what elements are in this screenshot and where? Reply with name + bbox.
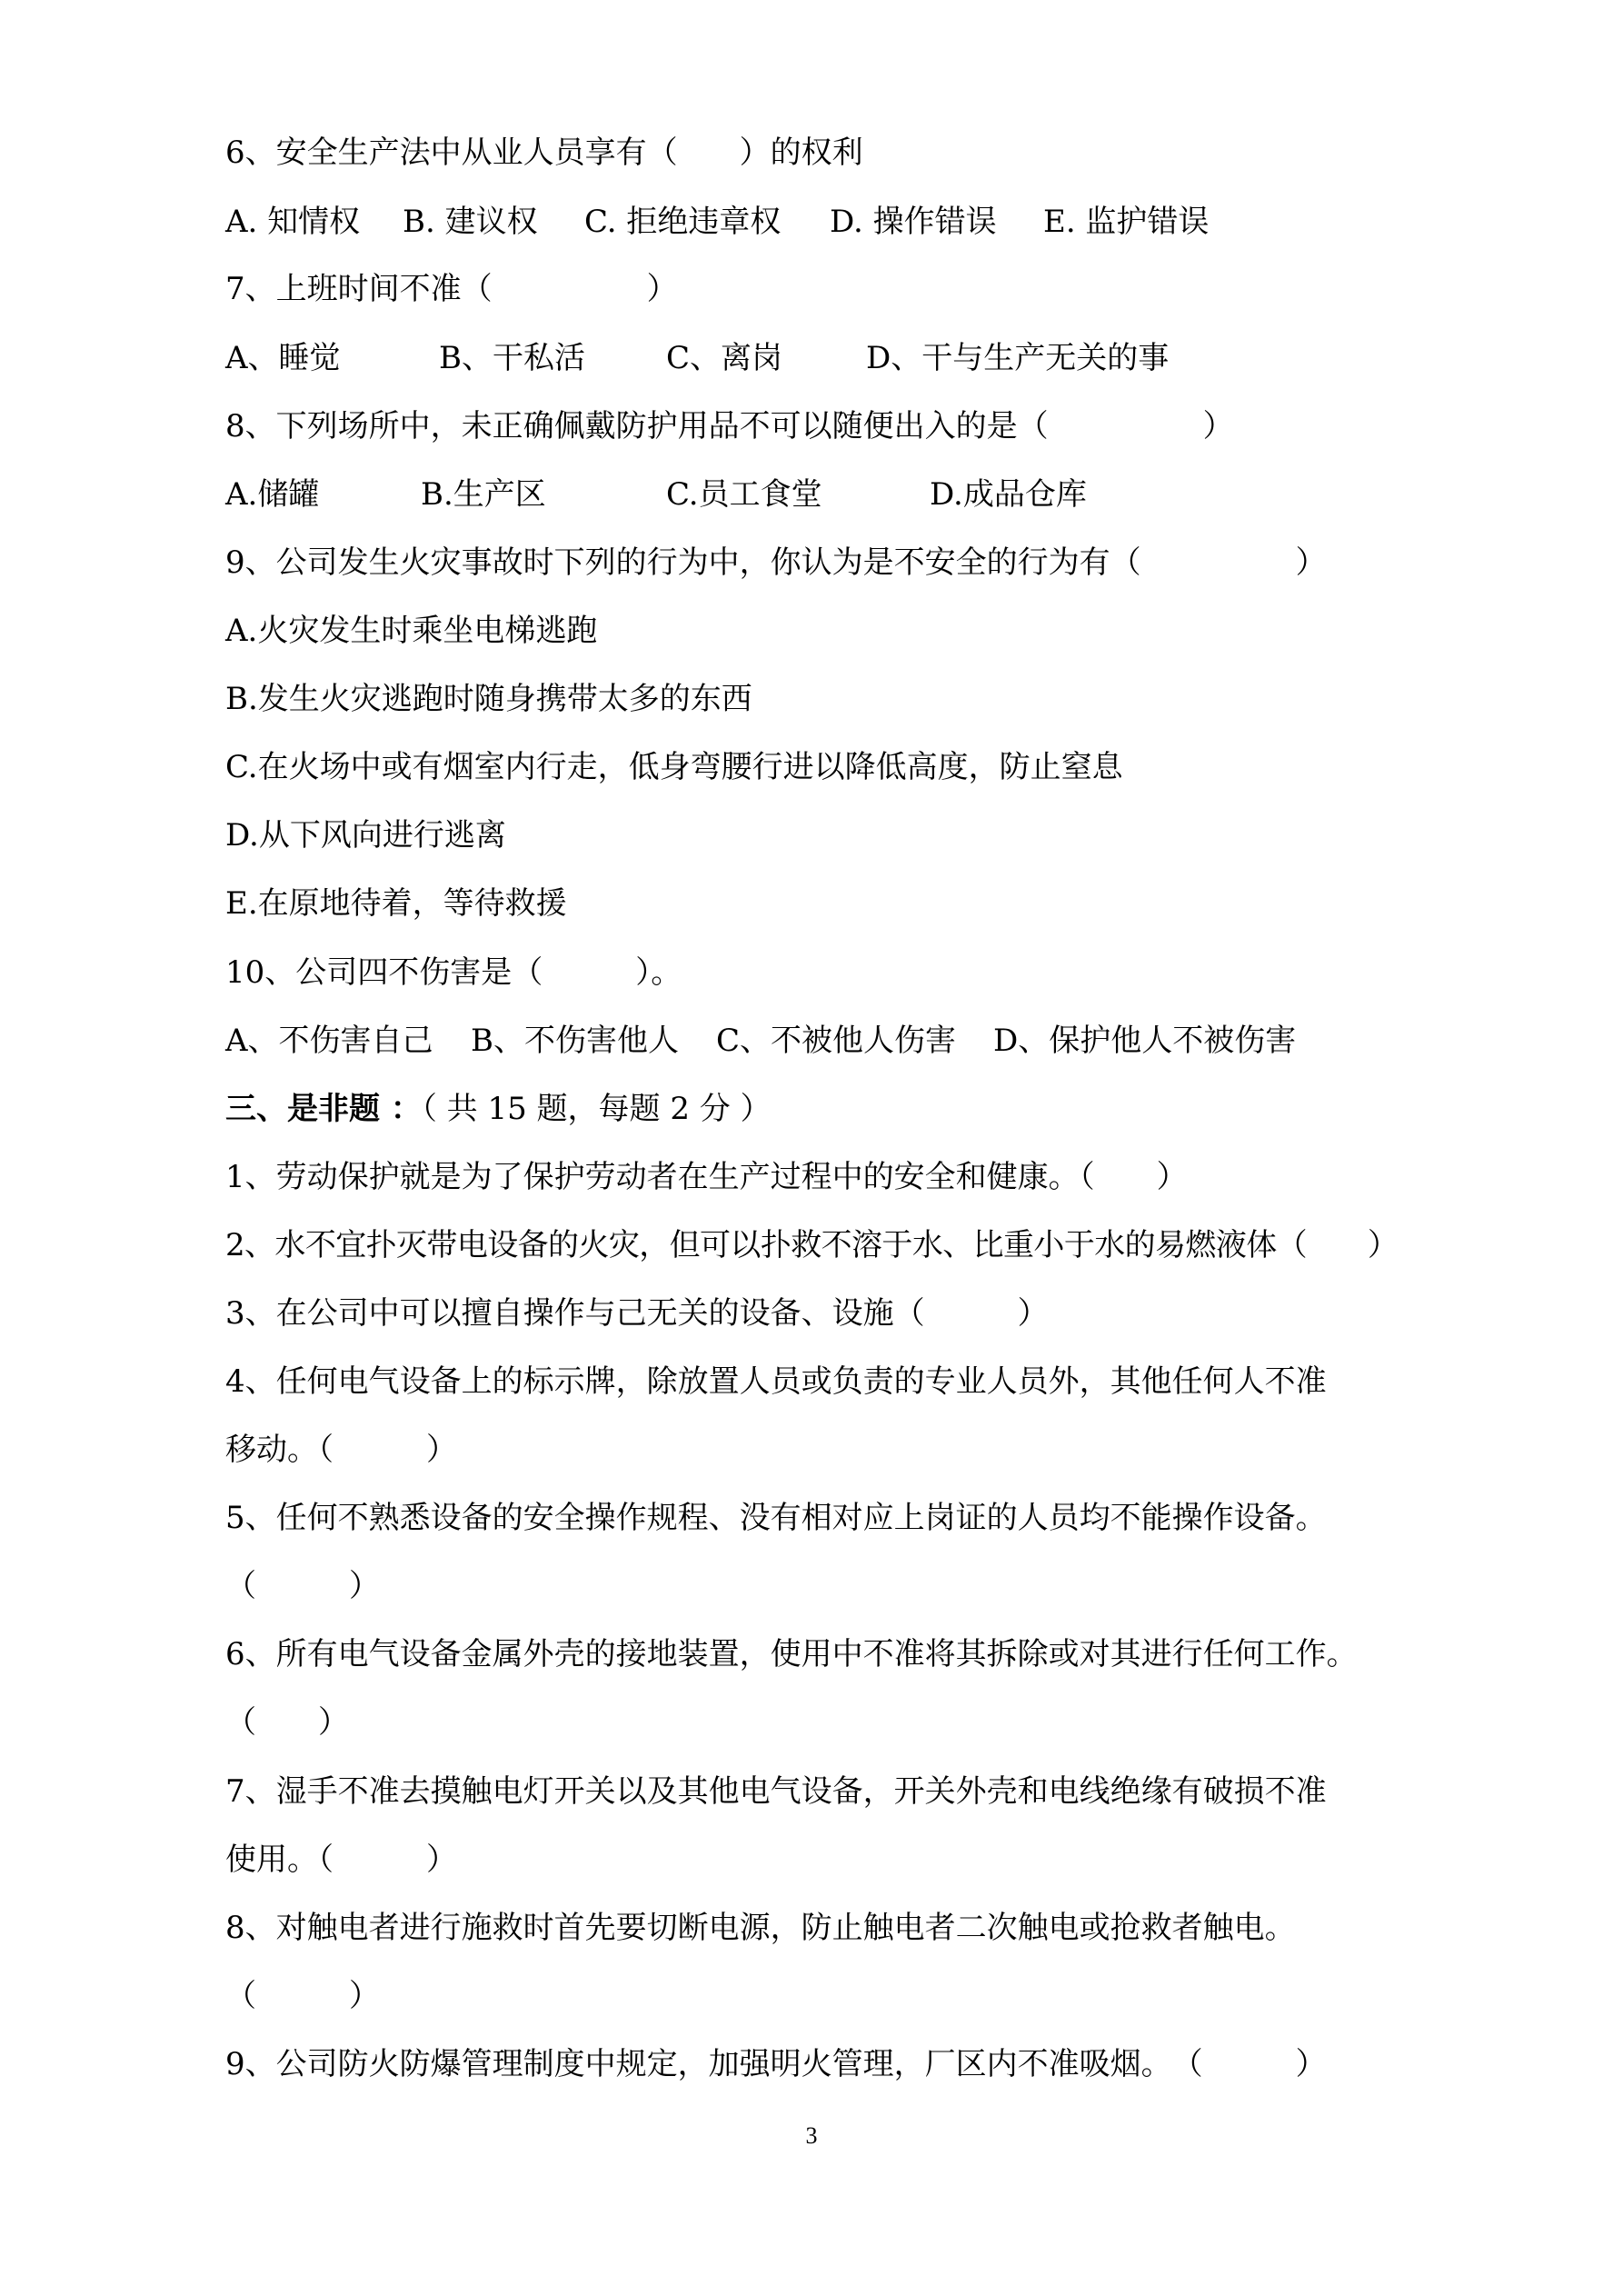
tf-question-4-line-1: 4、任何电气设备上的标示牌，除放置人员或负责的专业人员外，其他任何人不准 [225,1363,1327,1400]
question-9-option-a: A.火灾发生时乘坐电梯逃跑 [225,613,598,649]
tf-question-8-line-2: （ ） [225,1978,380,2014]
option: B.生产区 [421,476,546,513]
question-7: 7、上班时间不准（ ） [225,271,678,307]
question-6-options [225,204,1209,240]
tf-question-3: 3、在公司中可以擅自操作与己无关的设备、设施（ ） [225,1295,1049,1332]
question-6: 6、安全生产法中从业人员享有（ ）的权利 [225,135,863,171]
tf-question-8-line-1: 8、对触电者进行施救时首先要切断电源，防止触电者二次触电或抢救者触电。 [225,1910,1296,1946]
option: A、睡觉 [225,340,341,376]
option: D.成品仓库 [930,476,1087,513]
option: A、不伤害自己 [225,1023,433,1059]
option: D. 操作错误 [830,204,997,240]
tf-question-5-line-1: 5、任何不熟悉设备的安全操作规程、没有相对应上岗证的人员均不能操作设备。 [225,1500,1327,1536]
question-10-options [225,1023,1296,1059]
tf-question-5-line-2: （ ） [225,1568,380,1604]
option: C.员工食堂 [666,476,822,513]
question-9-option-d: D.从下风向进行逃离 [225,817,506,854]
question-8-options [225,476,1087,513]
option: D、保护他人不被伤害 [993,1023,1297,1059]
option: A. 知情权 [225,204,361,240]
question-9-option-c: C.在火场中或有烟室内行走，低身弯腰行进以降低高度，防止窒息 [225,749,1123,785]
option: B. 建议权 [403,204,538,240]
question-10: 10、公司四不伤害是（ ）。 [225,954,682,991]
tf-question-1: 1、劳动保护就是为了保护劳动者在生产过程中的安全和健康。（ ） [225,1159,1188,1195]
question-8: 8、下列场所中，未正确佩戴防护用品不可以随便出入的是（ ） [225,408,1234,444]
tf-question-9: 9、公司防火防爆管理制度中规定，加强明火管理，厂区内不准吸烟。 （ ） [225,2046,1327,2082]
section-3-heading [225,1091,772,1127]
page-number: 3 [805,2122,818,2149]
option: D、干与生产无关的事 [866,340,1170,376]
tf-question-6-line-1: 6、所有电气设备金属外壳的接地装置，使用中不准将其拆除或对其进行任何工作。 [225,1636,1358,1672]
option: B、不伤害他人 [471,1023,679,1059]
tf-question-4-line-2: 移动。（ ） [225,1432,457,1468]
option: C、离岗 [666,340,783,376]
question-9: 9、公司发生火灾事故时下列的行为中，你认为是不安全的行为有（ ） [225,544,1327,581]
option: C. 拒绝违章权 [584,204,782,240]
section-title: 三、是非题 ： [225,1091,422,1127]
question-9-option-e: E.在原地待着，等待救援 [225,885,567,922]
option: A.储罐 [225,476,320,513]
tf-question-7-line-1: 7、湿手不准去摸触电灯开关以及其他电气设备，开关外壳和电线绝缘有破损不准 [225,1773,1327,1810]
question-9-option-b: B.发生火灾逃跑时随身携带太多的东西 [225,681,752,717]
option: E. 监护错误 [1043,204,1210,240]
tf-question-6-line-2: （ ） [225,1704,349,1741]
section-note: （ 共 15 题，每题 2 分 ） [421,1091,772,1127]
tf-question-2: 2、水不宜扑灭带电设备的火灾，但可以扑救不溶于水、比重小于水的易燃液体（ ） [225,1227,1399,1263]
option: C、不被他人伤害 [716,1023,957,1059]
question-7-options [225,340,1169,376]
tf-question-7-line-2: 使用。（ ） [225,1842,457,1878]
option: B、干私活 [439,340,585,376]
